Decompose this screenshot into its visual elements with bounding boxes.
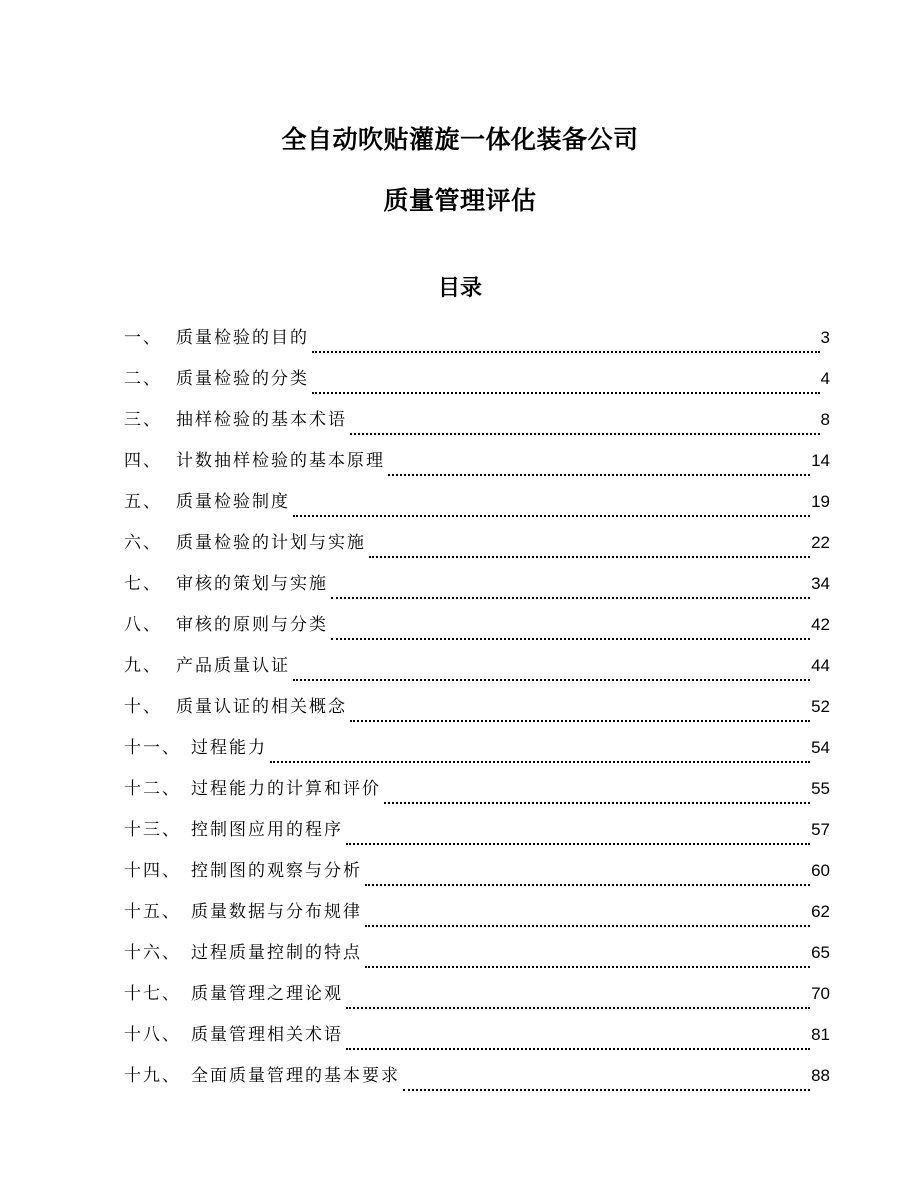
toc-entry-number: 十三、: [124, 820, 181, 840]
toc-entry[interactable]: [124, 610, 830, 651]
toc-entry[interactable]: [124, 774, 830, 815]
toc-leader-dots: [369, 556, 810, 558]
toc-leader-dots: [365, 925, 810, 927]
toc-entry-page: 62: [811, 902, 830, 921]
toc-entry-number: 十二、: [124, 779, 181, 799]
toc-entry-number: 七、: [124, 574, 162, 594]
toc-entry-number: 十八、: [124, 1025, 181, 1045]
toc-entry-title: 质量数据与分布规律: [191, 902, 362, 922]
toc-entry-title: 质量检验的计划与实施: [176, 533, 366, 553]
toc-entry[interactable]: [124, 1061, 830, 1102]
toc-leader-dots: [346, 1048, 810, 1050]
toc-entry-page: 60: [811, 861, 830, 880]
toc-leader-dots: [346, 843, 810, 845]
toc-entry-page: 81: [811, 1025, 830, 1044]
toc-entry-page: 22: [811, 533, 830, 552]
toc-entry-title: 全面质量管理的基本要求: [191, 1066, 400, 1086]
toc-leader-dots: [293, 515, 810, 517]
toc-entry-number: 十四、: [124, 861, 181, 881]
toc-entry-number: 十九、: [124, 1066, 181, 1086]
toc-leader-dots: [346, 1007, 810, 1009]
toc-entry-page: 88: [811, 1066, 830, 1085]
document-subtitle: 质量管理评估: [383, 186, 537, 215]
toc-leader-dots: [365, 966, 810, 968]
toc-entry-number: 八、: [124, 615, 162, 635]
toc-entry-title: 质量认证的相关概念: [176, 697, 347, 717]
toc-entry-number: 三、: [124, 410, 162, 430]
toc-leader-dots: [403, 1089, 810, 1091]
toc-entry[interactable]: [124, 815, 830, 856]
toc-heading: 目录: [437, 276, 482, 301]
toc-entry-number: 十五、: [124, 902, 181, 922]
toc-entry[interactable]: [124, 528, 830, 569]
toc-entry-page: 8: [820, 410, 830, 429]
toc-entry-title: 控制图应用的程序: [191, 820, 343, 840]
toc-entry-title: 抽样检验的基本术语: [176, 410, 347, 430]
toc-entry-title: 过程能力的计算和评价: [191, 779, 381, 799]
toc-entry[interactable]: [124, 487, 830, 528]
toc-entry-page: 42: [811, 615, 830, 634]
toc-entry[interactable]: [124, 1020, 830, 1061]
toc-entry-title: 质量管理之理论观: [191, 984, 343, 1004]
toc-entry-title: 质量检验制度: [176, 492, 290, 512]
toc-entry[interactable]: [124, 446, 830, 487]
toc-leader-dots: [312, 351, 820, 353]
toc-entry-title: 质量管理相关术语: [191, 1025, 343, 1045]
toc-entry-page: 3: [820, 328, 830, 347]
toc-entry-number: 九、: [124, 656, 162, 676]
toc-entry-number: 二、: [124, 369, 162, 389]
toc-entry[interactable]: [124, 364, 830, 405]
toc-entry[interactable]: [124, 692, 830, 733]
toc-entry[interactable]: [124, 405, 830, 446]
toc-entry-number: 五、: [124, 492, 162, 512]
toc-entry[interactable]: [124, 569, 830, 610]
toc-entry-page: 65: [811, 943, 830, 962]
toc-entry[interactable]: [124, 733, 830, 774]
toc-entry[interactable]: [124, 651, 830, 692]
toc-leader-dots: [331, 597, 810, 599]
toc-leader-dots: [312, 392, 820, 394]
toc-entry-page: 19: [811, 492, 830, 511]
toc-entry-page: 44: [811, 656, 830, 675]
toc-entry-title: 质量检验的分类: [176, 369, 309, 389]
toc-entry-title: 控制图的观察与分析: [191, 861, 362, 881]
toc-entry-title: 过程能力: [191, 738, 267, 758]
toc-entry-number: 四、: [124, 451, 162, 471]
toc-entry-title: 审核的策划与实施: [176, 574, 328, 594]
toc-entry[interactable]: [124, 897, 830, 938]
toc-entry-page: 34: [811, 574, 830, 593]
document-title: 全自动吹贴灌旋一体化装备公司: [281, 125, 639, 154]
toc-entry[interactable]: [124, 856, 830, 897]
toc-leader-dots: [388, 474, 810, 476]
toc-leader-dots: [331, 638, 810, 640]
table-of-contents: [124, 323, 830, 1102]
toc-entry-number: 一、: [124, 328, 162, 348]
toc-leader-dots: [350, 433, 820, 435]
toc-entry-page: 54: [811, 738, 830, 757]
toc-entry-page: 70: [811, 984, 830, 1003]
toc-entry[interactable]: [124, 323, 830, 364]
toc-entry-number: 十七、: [124, 984, 181, 1004]
toc-leader-dots: [350, 720, 810, 722]
toc-leader-dots: [293, 679, 810, 681]
toc-leader-dots: [270, 761, 810, 763]
toc-entry-page: 14: [811, 451, 830, 470]
toc-entry-number: 十一、: [124, 738, 181, 758]
toc-leader-dots: [365, 884, 810, 886]
toc-entry-number: 十、: [124, 697, 162, 717]
toc-leader-dots: [384, 802, 810, 804]
toc-entry-page: 57: [811, 820, 830, 839]
toc-entry-number: 十六、: [124, 943, 181, 963]
toc-entry[interactable]: [124, 979, 830, 1020]
toc-entry-page: 55: [811, 779, 830, 798]
toc-entry-page: 52: [811, 697, 830, 716]
toc-entry[interactable]: [124, 938, 830, 979]
toc-entry-title: 审核的原则与分类: [176, 615, 328, 635]
toc-entry-page: 4: [820, 369, 830, 388]
toc-entry-title: 计数抽样检验的基本原理: [176, 451, 385, 471]
toc-entry-title: 过程质量控制的特点: [191, 943, 362, 963]
toc-entry-title: 质量检验的目的: [176, 328, 309, 348]
toc-entry-number: 六、: [124, 533, 162, 553]
toc-entry-title: 产品质量认证: [176, 656, 290, 676]
